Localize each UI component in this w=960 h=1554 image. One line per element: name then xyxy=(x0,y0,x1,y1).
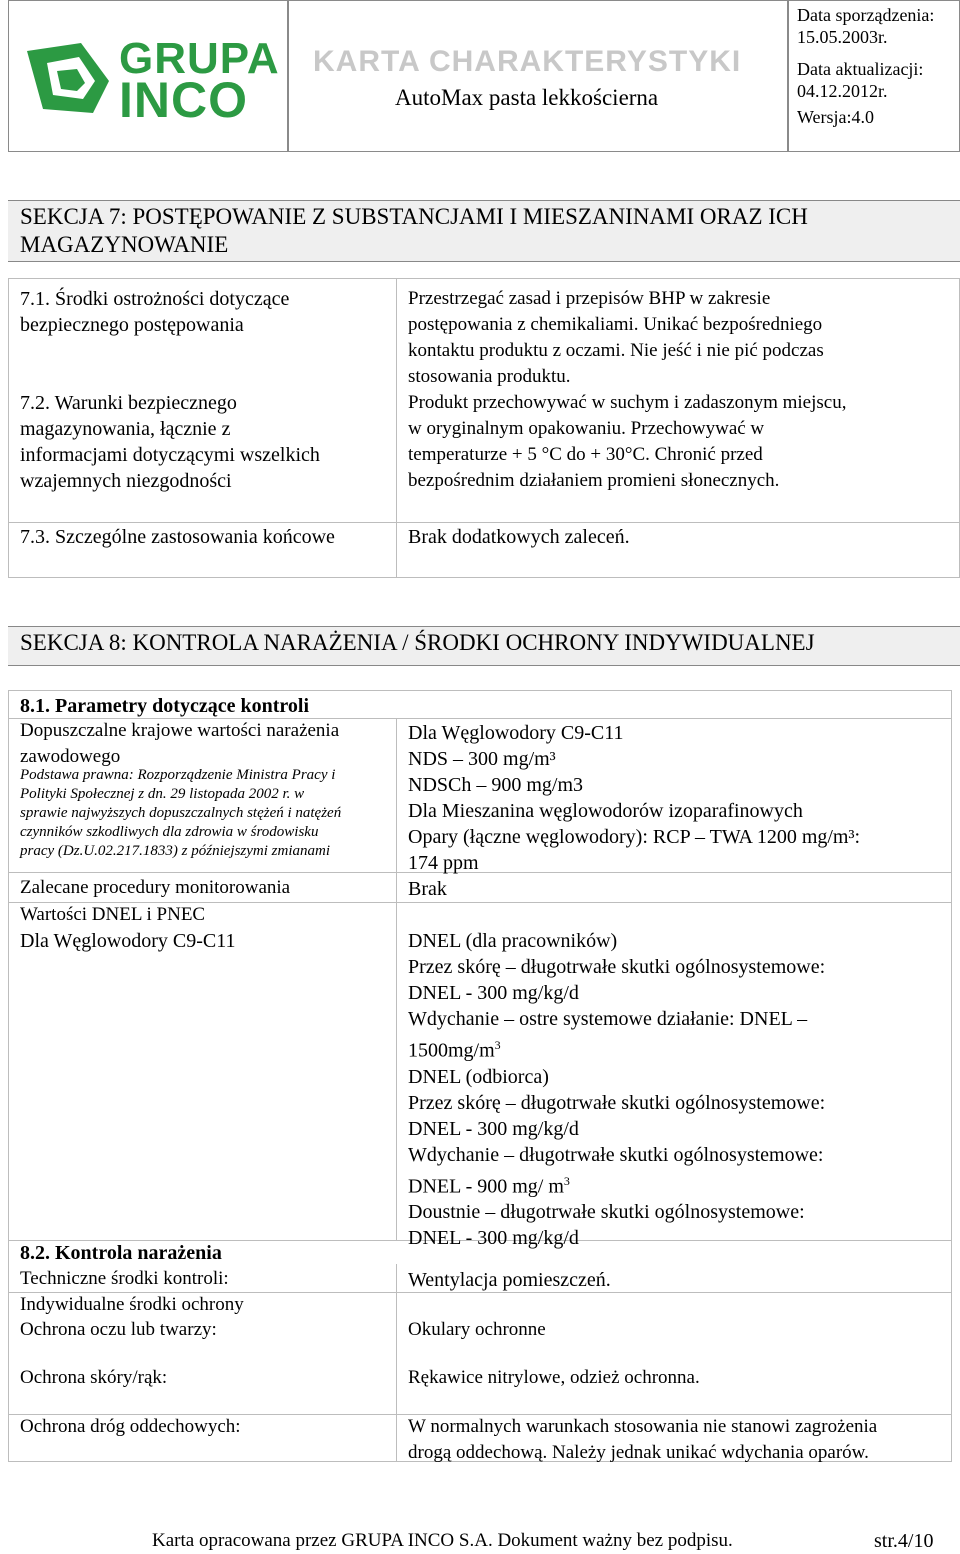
monitoring-label: Zalecane procedury monitorowania xyxy=(20,877,291,898)
s8-sub2: 8.2. Kontrola narażenia xyxy=(20,1242,222,1264)
eye-value: Okulary ochronne xyxy=(408,1319,546,1340)
resp-label: Ochrona dróg oddechowych: xyxy=(20,1416,241,1437)
updated-value: 04.12.2012r. xyxy=(797,81,888,101)
s7-row2-value: Produkt przechowywać w suchym i zadaszonym miejscu, w oryginalnym opakowaniu. Przechowywać w temperaturze + 5 °C do + 30°C. Chronić przed bezpośrednim działaniem promieni słonecznych. xyxy=(408,392,847,491)
created-label: Data sporządzenia: xyxy=(797,5,935,25)
dnel-values: DNEL (dla pracowników) Przez skórę – długotrwałe skutki ogólnosystemowe: DNEL - 300 mg/kg/d Wdychanie – ostre systemowe działanie: DNEL – $1500mg/m^3$ DNEL (odbiorca) Przez skórę – długotrwałe skutki ogólnosystemowe: DNEL - 300 mg/kg/d Wdychanie – długotrwałe skutki ogólnosystemowe: DNEL - 900 mg/ $m^3$ Doustnie – długotrwałe skutki ogólnosystemowe: DNEL - 300 mg/kg/d xyxy=(408,930,826,1250)
logo-text-grupa: GRUPA xyxy=(119,34,280,83)
ppe-label: Indywidualne środki ochrony xyxy=(20,1294,244,1315)
skin-label: Ochrona skóry/rąk: xyxy=(20,1367,168,1388)
resp-value: W normalnych warunkach stosowania nie stanowi zagrożenia drogą oddechową. Należy jednak unikać wdychania oparów. xyxy=(408,1416,878,1463)
footer-text: Karta opracowana przez GRUPA INCO S.A. Dokument ważny bez podpisu. xyxy=(152,1530,733,1551)
s7-row2-label: 7.2. Warunki bezpiecznego magazynowania, łącznie z informacjami dotyczącymi wszelkich wzajemnych niezgodności xyxy=(20,392,320,492)
tech-label: Techniczne środki kontroli: xyxy=(20,1268,229,1289)
legal-basis: Podstawa prawna: Rozporządzenie Ministra Pracy i Polityki Społecznej z dn. 29 listopada 2002 r. w sprawie najwyższych dopuszczalnych stężeń i natężeń czynników szkodliwych dla zdrowia w środowisku pracy (Dz.U.02.217.1833) z późniejszymi zmianami xyxy=(20,767,342,859)
eye-label: Ochrona oczu lub twarzy: xyxy=(20,1319,217,1340)
section-7-title-line1: SEKCJA 7: POSTĘPOWANIE Z SUBSTANCJAMI I MIESZANINAMI ORAZ ICH xyxy=(20,204,808,229)
document-header xyxy=(0,0,960,152)
monitoring-value: Brak xyxy=(408,878,447,900)
tech-value: Wentylacja pomieszczeń. xyxy=(408,1269,611,1291)
logo-text-inco: INCO xyxy=(119,72,248,128)
document-title: KARTA CHARAKTERYSTYKI xyxy=(313,45,742,78)
title-cell xyxy=(288,0,788,152)
logo-cell xyxy=(8,0,288,152)
s7-row3-label: 7.3. Szczególne zastosowania końcowe xyxy=(20,526,335,548)
page-number: str.4/10 xyxy=(874,1530,934,1552)
dnel-sub: Dla Węglowodory C9-C11 xyxy=(20,930,236,952)
skin-value: Rękawice nitrylowe, odzież ochronna. xyxy=(408,1367,700,1388)
limits-label: Dopuszczalne krajowe wartości narażenia zawodowego xyxy=(20,720,340,767)
created-value: 15.05.2003r. xyxy=(797,27,888,47)
section-7-title-line2: MAGAZYNOWANIE xyxy=(20,232,229,257)
s7-row1-label: 7.1. Środki ostrożności dotyczące bezpiecznego postępowania xyxy=(20,288,290,336)
s7-row1-value: Przestrzegać zasad i przepisów BHP w zakresie postępowania z chemikaliami. Unikać bezpośredniego kontaktu produktu z oczami. Nie jeść i nie pić podczas stosowania produktu. xyxy=(408,288,824,387)
s7-row3-value: Brak dodatkowych zaleceń. xyxy=(408,526,630,548)
section-8-title: SEKCJA 8: KONTROLA NARAŻENIA / ŚRODKI OCHRONY INDYWIDUALNEJ xyxy=(8,626,960,666)
product-name: AutoMax pasta lekkościerna xyxy=(395,85,659,110)
dnel-label: Wartości DNEL i PNEC xyxy=(20,904,206,925)
updated-label: Data aktualizacji: xyxy=(797,59,924,79)
s8-sub1: 8.1. Parametry dotyczące kontroli xyxy=(20,695,309,717)
section-7-title xyxy=(8,200,960,262)
logo-icon xyxy=(23,41,113,117)
meta-cell xyxy=(788,0,960,152)
limits-value: Dla Węglowodory C9-C11 NDS – 300 mg/m³ NDSCh – 900 mg/m3 Dla Mieszanina węglowodorów izoparafinowych Opary (łączne węglowodory): RCP – TWA 1200 mg/m³: 174 ppm xyxy=(408,722,861,874)
version: Wersja:4.0 xyxy=(797,107,875,127)
